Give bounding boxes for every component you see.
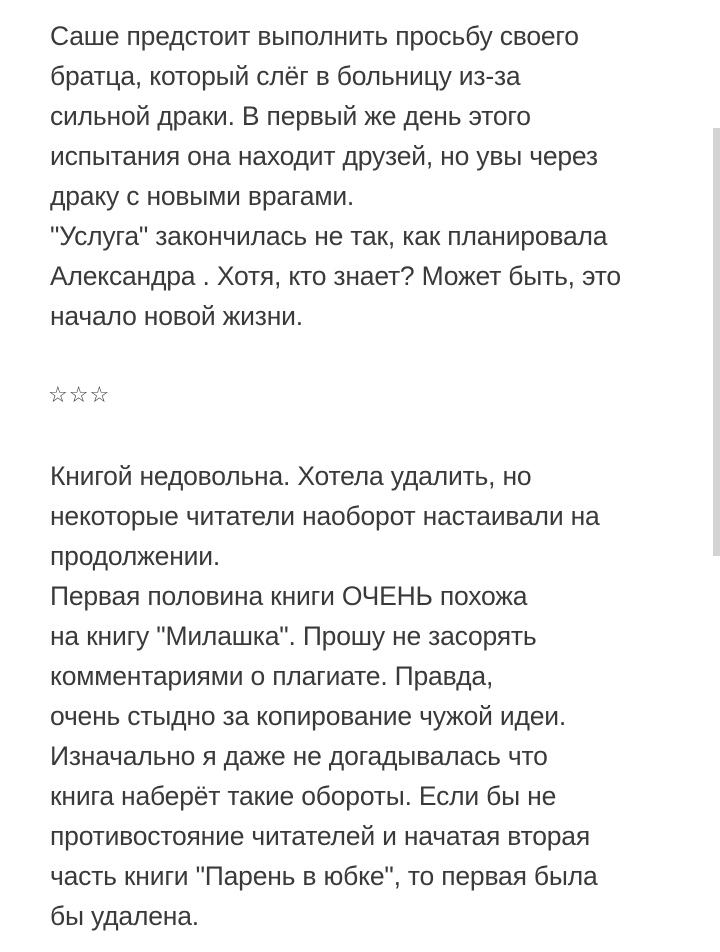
text-line: сильной драки. В первый же день этого <box>50 101 531 131</box>
description-paragraph <box>50 16 690 336</box>
text-line: Саше предстоит выполнить просьбу своего <box>50 21 579 51</box>
author-note-paragraph <box>50 456 690 936</box>
text-line: бы удалена. <box>50 901 199 931</box>
text-line: Александра . Хотя, кто знает? Может быть, это <box>50 261 621 291</box>
text-line: на книгу "Милашка". Прошу не засорять <box>50 621 537 651</box>
text-line: испытания она находит друзей, но увы через <box>50 141 598 171</box>
text-line: часть книги "Парень в юбке", то первая была <box>50 861 598 891</box>
text-line: Первая половина книги ОЧЕНЬ похожа <box>50 581 528 611</box>
text-line: братца, который слёг в больницу из-за <box>50 61 521 91</box>
star-separator: ☆☆☆ <box>48 383 111 408</box>
text-line: Изначально я даже не догадывалась что <box>50 741 548 771</box>
scrollbar-thumb[interactable] <box>713 128 720 556</box>
text-line: очень стыдно за копирование чужой идеи. <box>50 701 567 731</box>
text-line: продолжении. <box>50 541 220 571</box>
text-line: драку с новыми врагами. <box>50 181 355 211</box>
text-line: начало новой жизни. <box>50 301 303 331</box>
text-line: некоторые читатели наоборот настаивали на <box>50 501 600 531</box>
text-line: комментариями о плагиате. Правда, <box>50 661 494 691</box>
text-line: Книгой недовольна. Хотела удалить, но <box>50 461 532 491</box>
text-line: книга наберёт такие обороты. Если бы не <box>50 781 557 811</box>
scrollbar[interactable] <box>712 0 720 952</box>
text-line: "Услуга" закончилась не так, как планировала <box>50 221 608 251</box>
text-line: противостояние читателей и начатая вторая <box>50 821 590 851</box>
